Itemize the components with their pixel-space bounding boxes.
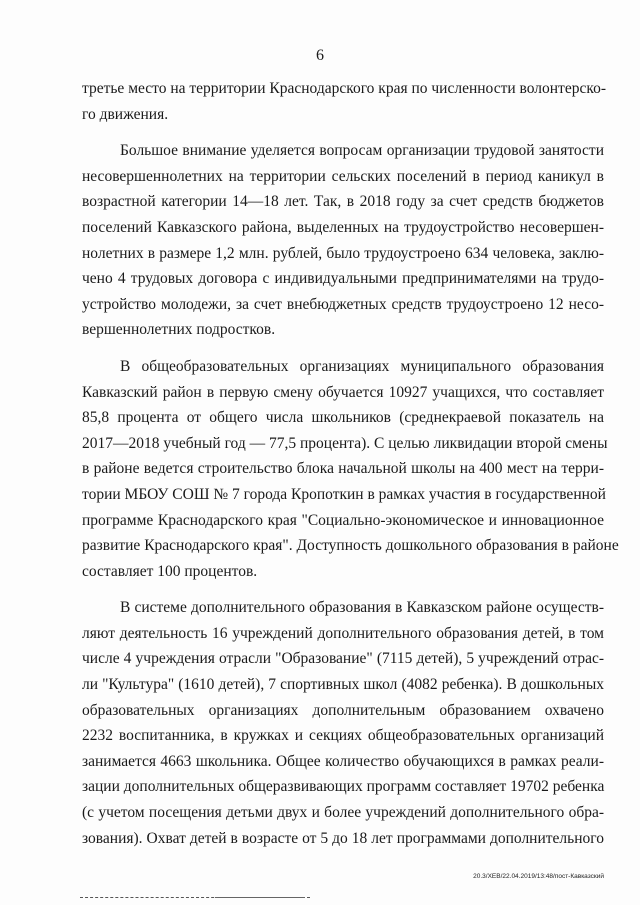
text-line: зации дополнительных общеразвивающих программ составляет 19702 ребенка: [82, 778, 605, 796]
text-line: Кавказский район в первую смену обучается 10927 учащихся, что составляет: [82, 383, 604, 401]
page-number: 6: [316, 47, 324, 64]
text-line: (с учетом посещения детьми двух и более учреждений дополнительного обра-: [82, 804, 604, 822]
text-line: возрастной категории 14—18 лет. Так, в 2018 году за счет средств бюджетов: [82, 193, 604, 211]
text-line: развитие Краснодарского края". Доступность дошкольного образования в районе: [82, 537, 619, 555]
body-text: [82, 76, 619, 851]
text-line: числе 4 учреждения отрасли "Образование" (7115 детей), 5 учреждений отрас-: [82, 650, 604, 668]
text-line: 2232 воспитанника, в кружках и секциях общеобразовательных организаций: [82, 727, 604, 745]
text-line: В общеобразовательных организациях муниципального образования: [120, 357, 604, 375]
text-line: зования). Охват детей в возрасте от 5 до 18 лет программами дополнительного: [82, 829, 604, 847]
text-line: го движения.: [82, 105, 169, 123]
text-line: ли "Культура" (1610 детей), 7 спортивных школ (4082 ребенка). В дошкольных: [82, 676, 604, 694]
text-line: занимается 4663 школьника. Общее количество обучающихся в рамках реали-: [82, 752, 604, 770]
bottom-scan-rule-solid: [215, 897, 305, 898]
text-line: 85,8 процента от общего числа школьников (среднекраевой показатель на: [82, 409, 604, 427]
text-line: поселений Кавказского района, выделенных на трудоустройство несовершен-: [82, 218, 604, 236]
text-line: В системе дополнительного образования в Кавказском районе осуществ-: [120, 599, 604, 617]
text-line: нолетних в размере 1,2 млн. рублей, было трудоустроено 634 человека, заклю-: [82, 244, 604, 262]
text-line: 2017—2018 учебный год — 77,5 процента). С целью ликвидации второй смены: [82, 434, 608, 452]
text-line: Большое внимание уделяется вопросам организации трудовой занятости: [120, 142, 604, 160]
text-line: несовершеннолетних на территории сельских поселений в период каникул в: [82, 167, 604, 185]
text-line: третье место на территории Краснодарского края по численности волонтерско-: [82, 80, 606, 97]
text-line: составляет 100 процентов.: [82, 562, 258, 580]
text-line: в районе ведется строительство блока начальной школы на 400 мест на терри-: [82, 460, 604, 478]
text-line: программе Краснодарского края "Социально-экономическое и инновационное: [82, 511, 604, 529]
text-line: ляют деятельность 16 учреждений дополнительного образования детей, в том: [82, 624, 604, 642]
text-line: устройство молодежи, за счет внебюджетных средств трудоустроено 12 несо-: [82, 295, 604, 313]
footer-stamp: 20.3/ХЕВ/22.04.2019/13:48/пост-Кавказский: [473, 873, 604, 880]
text-line: образовательных организациях дополнительным образованием охвачено: [82, 701, 604, 719]
text-line: тории МБОУ СОШ № 7 города Кропоткин в рамках участия в государственной: [82, 485, 606, 503]
text-line: чено 4 трудовых договора с индивидуальными предпринимателями на трудо-: [82, 270, 604, 288]
text-line: вершеннолетних подростков.: [82, 321, 276, 339]
